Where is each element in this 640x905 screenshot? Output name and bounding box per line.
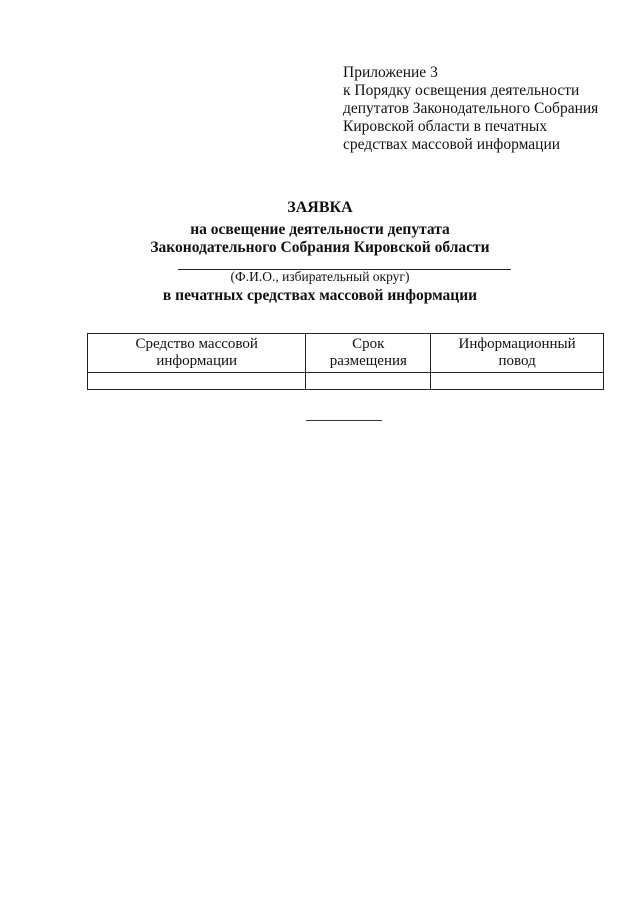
table-cell — [88, 373, 306, 390]
document-title-line-2: на освещение деятельности депутата — [190, 221, 450, 238]
header-occasion-line-2: повод — [498, 353, 536, 369]
end-separator-line — [306, 420, 382, 421]
table-row — [88, 373, 604, 390]
header-cell-media — [88, 334, 306, 373]
appendix-line: депутатов Законодательного Собрания — [343, 100, 599, 117]
header-media-line-1: Средство массовой — [135, 336, 258, 352]
header-cell-period — [306, 334, 431, 373]
document-title: ЗАЯВКА — [287, 199, 353, 216]
media-request-table — [87, 333, 604, 390]
document-subtitle: в печатных средствах массовой информации — [162, 287, 478, 304]
header-period-line-2: размещения — [329, 353, 407, 369]
fio-caption: (Ф.И.О., избирательный округ) — [230, 269, 410, 284]
appendix-block — [343, 64, 633, 154]
table-cell — [431, 373, 604, 390]
header-period-line-1: Срок — [352, 336, 385, 352]
document-title-line-3: Законодательного Собрания Кировской области — [150, 239, 490, 256]
header-cell-occasion — [431, 334, 604, 373]
header-media-line-2: информации — [156, 353, 238, 369]
appendix-line: к Порядку освещения деятельности — [343, 82, 580, 99]
table-header-row — [88, 334, 604, 373]
appendix-line: Кировской области в печатных — [343, 118, 548, 135]
appendix-line: Приложение 3 — [343, 64, 438, 81]
appendix-line: средствах массовой информации — [343, 136, 561, 153]
table-cell — [306, 373, 431, 390]
header-occasion-line-1: Информационный — [458, 336, 576, 352]
